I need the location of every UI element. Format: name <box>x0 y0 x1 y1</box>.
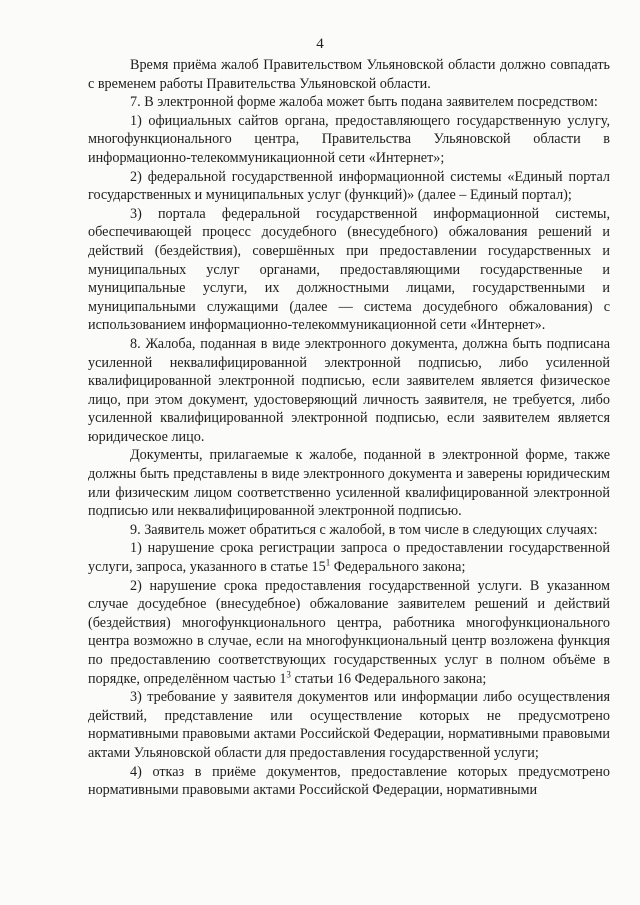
paragraph-item-7-2: 2) федеральной государственной информационной системы «Единый портал государственных и муниципальных услуг (функций)» (далее – Единый портал); <box>88 168 610 204</box>
paragraph-item-9-4: 4) отказ в приёме документов, предоставление которых предусмотрено нормативными правовыми актами Российской Федерации, нормативными <box>88 763 610 799</box>
paragraph-reception-time: Время приёма жалоб Правительством Ульяновской области должно совпадать с временем работы Правительства Ульяновской области. <box>88 57 610 92</box>
paragraph-attached-documents: Документы, прилагаемые к жалобе, поданной в электронной форме, также должны быть представлены в виде электронного документа и заверены юридическим или физическим лицом соответственно усиленной квалифицированной электронной подписью или неквалифицированной электронной подписью. <box>88 447 610 520</box>
document-body <box>88 56 610 800</box>
paragraph-text: статьи 16 Федерального закона; <box>290 670 487 687</box>
paragraph-item-9-1 <box>88 539 610 576</box>
paragraph-text: 2) нарушение срока предоставления государственной услуги. В указанном случае досудебное (внесудебное) обжалование заявителем решений и действий (бездействия) многофункционального центра, работника многофункционального центра возможно в случае, если на многофункциональный центр возложена функция по предоставлению соответствующих государственных услуг в полном объёме в порядке, определённом частью 1 <box>88 577 610 687</box>
paragraph-item-9-3: 3) требование у заявителя документов или информации либо осуществления действий, представление или осуществление которых не предусмотрено нормативными правовыми актами Российской Федерации, нормативными правовыми актами Ульяновской области для предоставления государственной услуги; <box>88 689 610 761</box>
paragraph-text: Федерального закона; <box>330 559 466 576</box>
paragraph-text: 1) нарушение срока регистрации запроса о предоставлении государственной услуги, запроса, указанного в статье 15 <box>88 540 610 576</box>
superscript: 1 <box>325 557 331 568</box>
paragraph-item-7-3: 3) портала федеральной государственной информационной системы, обеспечивающей процесс досудебного (внесудебного) обжалования решений и действий (бездействия), совершённых при предоставлении государственных и муниципальных услуг органами, предоставляющими государственные и муниципальные услуги, их должностными лицами, государственными и муниципальными служащими (далее — система досудебного обжалования) с использованием информационно-телекоммуникационной сети «Интернет». <box>88 205 610 334</box>
paragraph-item-8: 8. Жалоба, поданная в виде электронного документа, должна быть подписана усиленной неквалифицированной электронной подписью, либо усиленной квалифицированной электронной подписью, если заявителем является физическое лицо, при этом документ, удостоверяющий личность заявителя, не требуется, либо усиленной квалифицированной электронной подписью, если заявителем является юридическое лицо. <box>88 335 610 445</box>
paragraph-item-9-2 <box>88 577 610 689</box>
paragraph-item-7-1: 1) официальных сайтов органа, предоставляющего государственную услугу, многофункционального центра, Правительства Ульяновской области в информационно-телекоммуникационной сети «Интернет»; <box>88 112 610 166</box>
paragraph-item-9: 9. Заявитель может обратиться с жалобой, в том числе в следующих случаях: <box>130 521 598 538</box>
paragraph-item-7: 7. В электронной форме жалоба может быть подана заявителем посредством: <box>130 94 598 111</box>
page-number: 4 <box>316 36 324 52</box>
superscript: 3 <box>286 668 291 679</box>
